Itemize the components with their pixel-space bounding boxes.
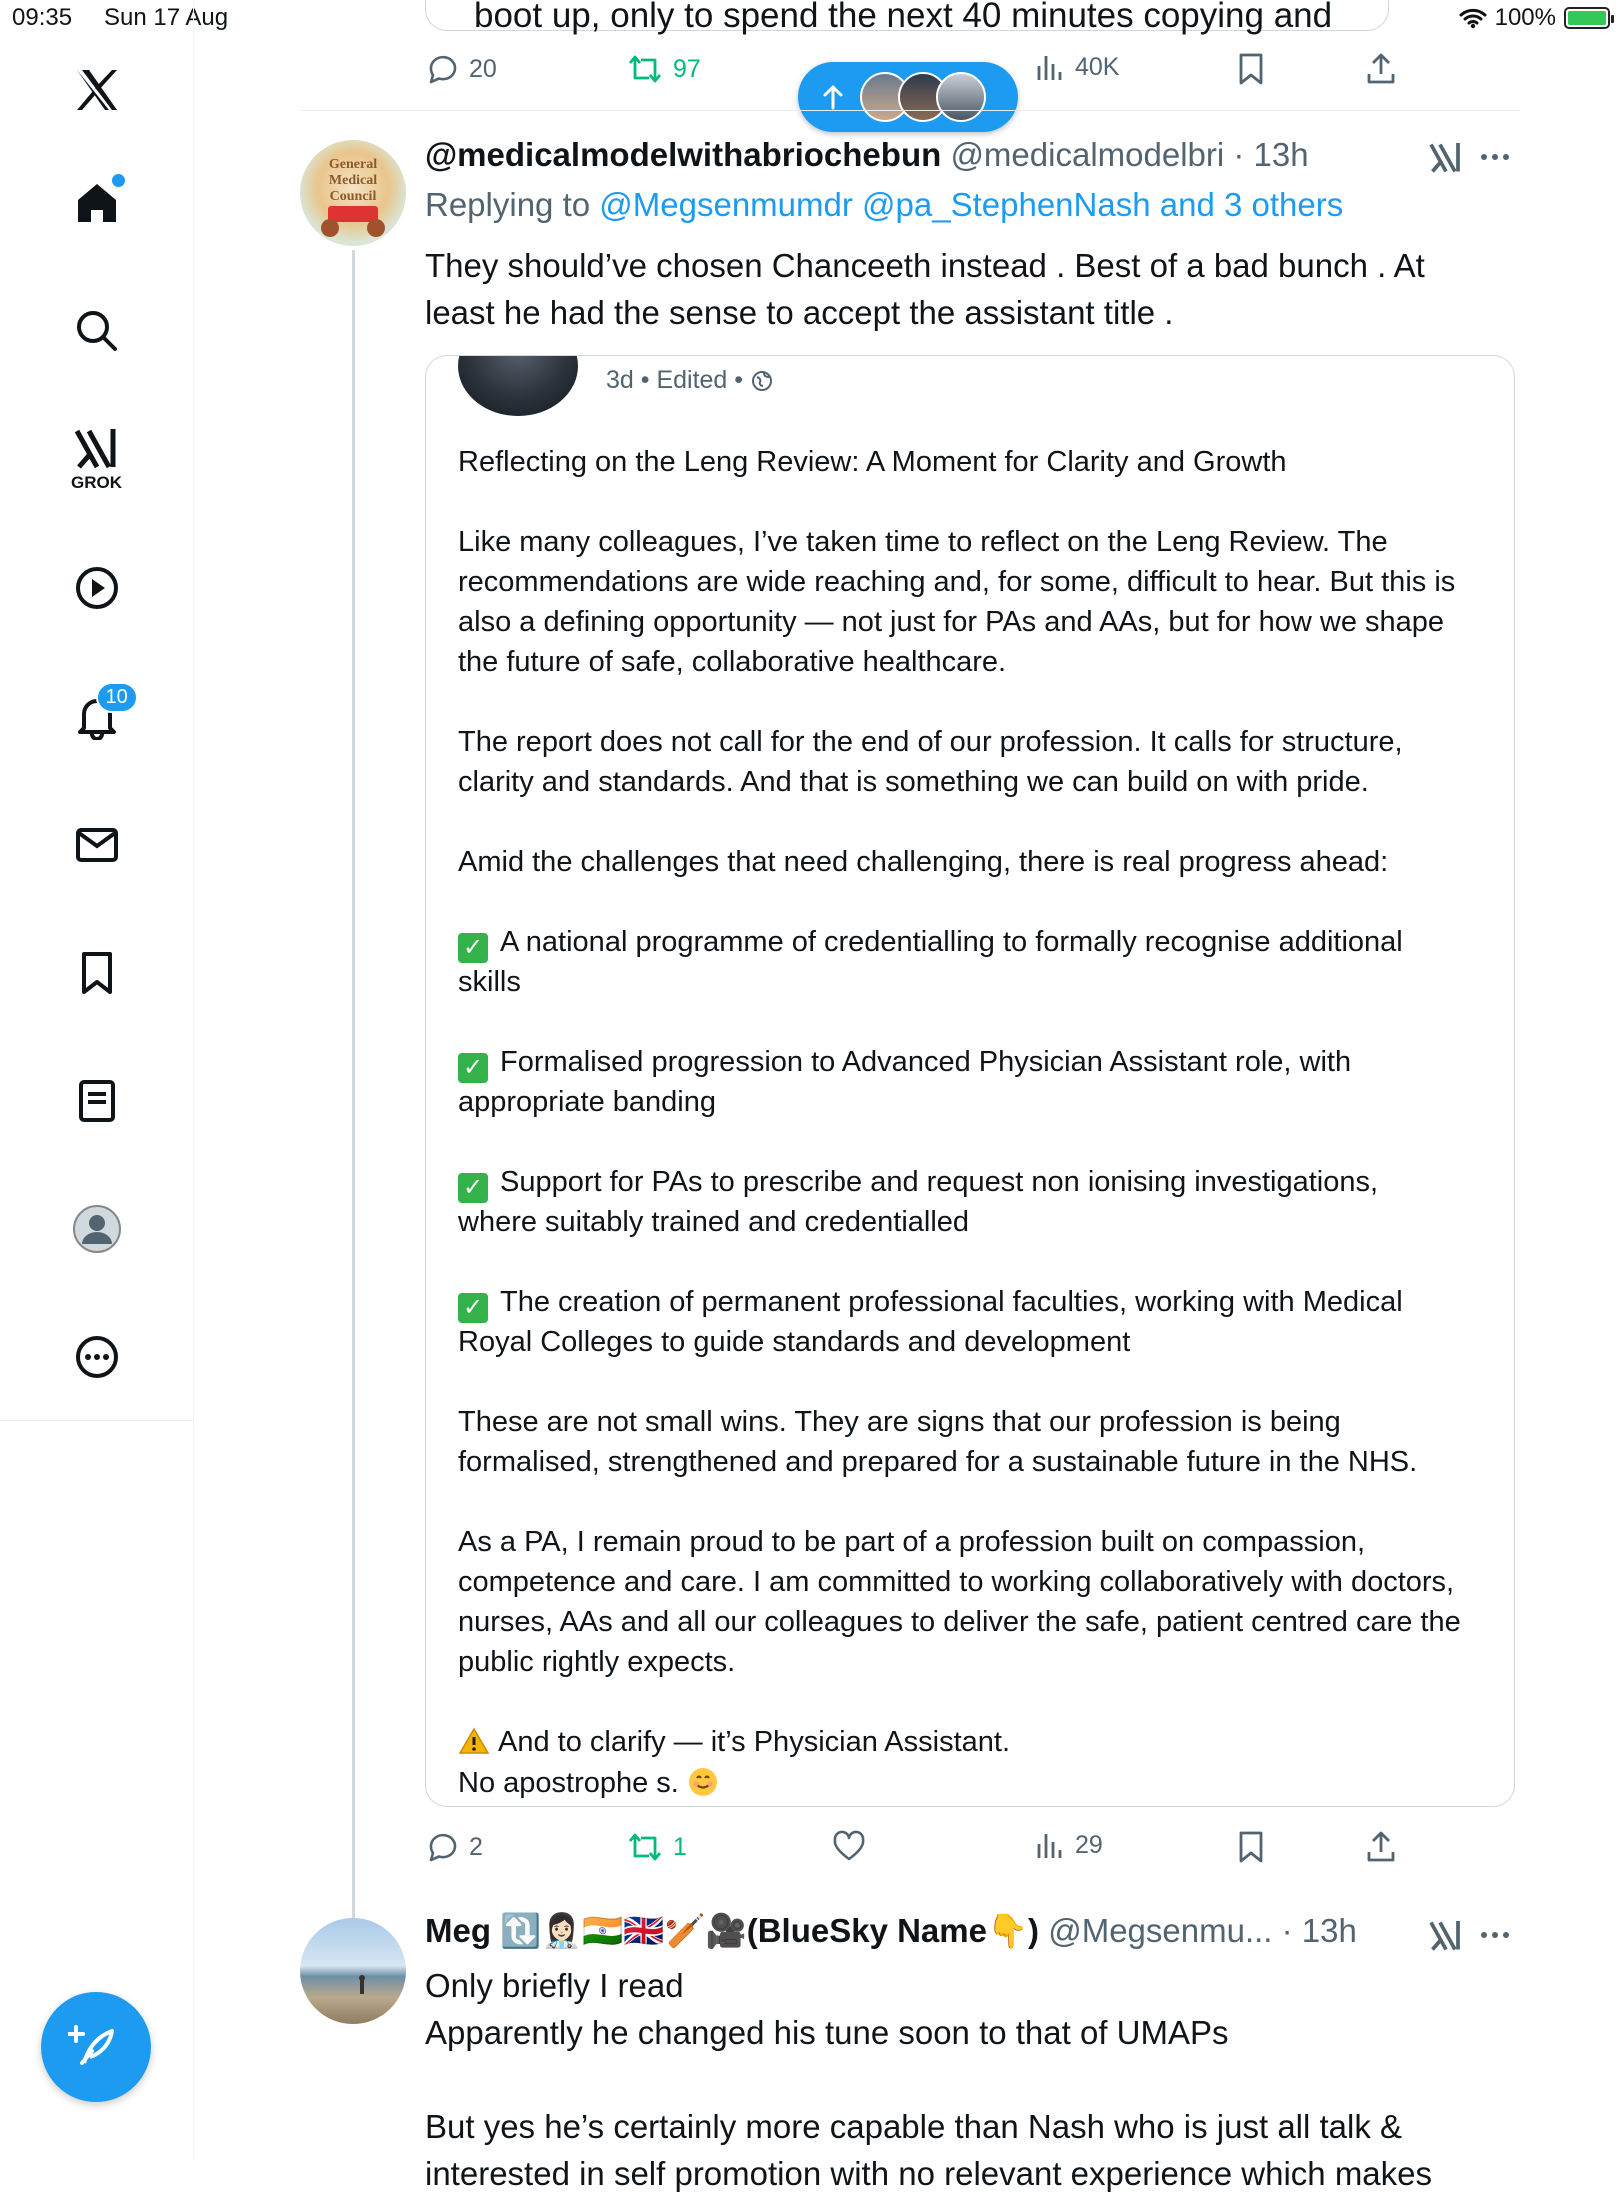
sidebar-divider (0, 1420, 193, 1421)
views-chart-icon (1035, 52, 1065, 82)
grok-icon (73, 427, 121, 471)
reply-icon (425, 1830, 459, 1864)
home-icon[interactable] (62, 168, 132, 238)
quote-para2-line: clarity and standards. And that is something we can build on with pride. (458, 766, 1369, 798)
tweet-text-line: They should’ve chosen Chanceeth instead . Best of a bad bunch . At (425, 247, 1425, 284)
reply-icon (425, 52, 459, 86)
quote-para2-line: The report does not call for the end of our profession. It calls for structure, (458, 726, 1403, 758)
quote-para1-line: the future of safe, collaborative healthcare. (458, 646, 1007, 678)
reply-count: 20 (469, 54, 497, 83)
status-time: 09:35 (12, 4, 73, 31)
grok-icon[interactable] (1428, 1918, 1464, 1954)
notifications-bell-icon[interactable] (62, 682, 132, 752)
quote-para5-line: As a PA, I remain proud to be part of a profession built on compassion, (458, 1526, 1366, 1558)
more-options-icon[interactable] (62, 1322, 132, 1392)
grok-nav-item[interactable] (62, 420, 132, 500)
pill-avatar (936, 72, 986, 122)
quote-para1-line: Like many colleagues, I’ve taken time to reflect on the Leng Review. The (458, 526, 1388, 558)
grok-icon[interactable] (1428, 140, 1464, 176)
display-name[interactable]: Meg 🔃👩🏻‍⚕️🇮🇳🇬🇧🏏🎥(BlueSky Name👇) (425, 1912, 1040, 1949)
more-options-icon[interactable] (1480, 1930, 1510, 1940)
bullet-text: Formalised progression to Advanced Physician Assistant role, with (500, 1046, 1352, 1078)
reply-button[interactable] (425, 1830, 483, 1864)
top-bookmark-button[interactable] (1236, 52, 1266, 86)
top-views-button[interactable] (1035, 52, 1119, 82)
svg-text:Medical: Medical (328, 173, 378, 188)
video-play-icon[interactable] (62, 553, 132, 623)
bookmark-button[interactable] (1236, 1830, 1266, 1864)
grok-label: GROK (71, 473, 122, 492)
compose-post-button[interactable] (41, 1992, 151, 2102)
share-icon (1365, 1830, 1397, 1864)
status-date: Sun 17 Aug (104, 4, 229, 31)
sidebar-nav (0, 0, 194, 2160)
bookmark-icon (1236, 52, 1266, 86)
checkmark-icon: ✓ (458, 933, 488, 963)
thread-connector-line (352, 250, 355, 1920)
tweet-text-line: least he had the sense to accept the assistant title . (425, 294, 1174, 331)
quote-para3: Amid the challenges that need challenging, there is real progress ahead: (458, 846, 1389, 878)
bookmark-icon[interactable] (62, 938, 132, 1008)
views-button[interactable] (1035, 1830, 1103, 1860)
repost-count: 97 (673, 54, 701, 83)
repost-icon (627, 52, 663, 86)
bullet-text: A national programme of credentialling to formally recognise additional (500, 926, 1403, 958)
quote-para4-line: These are not small wins. They are signs that our profession is being (458, 1406, 1341, 1438)
bookmark-icon (1236, 1830, 1266, 1864)
repost-count: 1 (673, 1832, 687, 1861)
unread-dot (112, 174, 125, 187)
quote-meta-text: 3d • Edited • (606, 366, 744, 394)
post-time[interactable]: 13h (1253, 136, 1309, 173)
quoted-author-avatar (458, 355, 578, 416)
quote-bullet (458, 926, 1403, 963)
tweet-divider (300, 110, 1520, 111)
warning-icon (458, 1727, 490, 1755)
quote-para1-line: recommendations are wide reaching and, for some, difficult to hear. But this is (458, 566, 1456, 598)
tweet-header: @medicalmodelwithabriochebun @medicalmodelbri · 13h (425, 136, 1309, 173)
globe-icon (751, 370, 773, 392)
user-handle[interactable]: @Megsenmu... (1048, 1912, 1273, 1949)
bullet-text-cont: Royal Colleges to guide standards and development (458, 1326, 1131, 1358)
quote-bullet (458, 1166, 1378, 1203)
checkmark-icon: ✓ (458, 1053, 488, 1083)
more-options-icon[interactable] (1480, 152, 1510, 162)
battery-percent: 100% (1494, 4, 1556, 31)
replying-prefix: Replying to (425, 186, 591, 223)
x-logo-icon[interactable] (62, 55, 132, 125)
lists-icon[interactable] (62, 1066, 132, 1136)
share-icon (1365, 52, 1397, 86)
quote-bullet (458, 1286, 1403, 1323)
replying-to-users[interactable]: @Megsenmumdr @pa_StephenNash and 3 others (599, 186, 1344, 223)
checkmark-icon: ✓ (458, 1293, 488, 1323)
views-count: 29 (1075, 1830, 1103, 1859)
views-count: 40K (1075, 52, 1120, 81)
bullet-text: The creation of permanent professional faculties, working with Medical (500, 1286, 1403, 1318)
heart-icon (832, 1830, 866, 1862)
tweet-text-line: interested in self promotion with no relevant experience which makes (425, 2155, 1433, 2192)
checkmark-icon: ✓ (458, 1173, 488, 1203)
meg-tweet-body (425, 1962, 1432, 2197)
repost-icon (627, 1830, 663, 1864)
profile-avatar-icon[interactable] (62, 1194, 132, 1264)
smiling-face-icon (687, 1766, 719, 1798)
top-repost-button[interactable] (627, 52, 701, 86)
quote-para5-line: competence and care. I am committed to working collaboratively with doctors, (458, 1566, 1455, 1598)
quote-title: Reflecting on the Leng Review: A Moment for Clarity and Growth (458, 446, 1287, 478)
user-avatar[interactable] (300, 1918, 406, 2024)
search-icon[interactable] (62, 296, 132, 366)
top-share-button[interactable] (1365, 52, 1397, 86)
wifi-icon (1459, 7, 1487, 29)
battery-icon (1564, 7, 1610, 29)
replying-to-line (425, 186, 1343, 224)
views-chart-icon (1035, 1830, 1065, 1860)
tweet-text-line: Only briefly I read (425, 1967, 684, 2004)
bullet-text-cont: appropriate banding (458, 1086, 716, 1118)
repost-button[interactable] (627, 1830, 687, 1864)
quote-bullet (458, 1046, 1351, 1083)
status-indicators (1459, 4, 1610, 32)
quote-closing2 (458, 1766, 719, 1800)
user-avatar[interactable] (300, 140, 406, 246)
quote-para5-line: nurses, AAs and all our colleagues to deliver the safe, patient centred care the (458, 1606, 1461, 1638)
new-posts-pill[interactable] (798, 62, 1018, 132)
tweet-body (425, 242, 1425, 336)
display-name[interactable]: @medicalmodelwithabriochebun (425, 136, 942, 173)
post-time[interactable]: 13h (1301, 1912, 1357, 1949)
quote-para5-line: public rightly expects. (458, 1646, 736, 1678)
svg-text:Council: Council (329, 189, 377, 204)
arrow-up-icon (822, 84, 844, 110)
svg-text:General: General (328, 157, 378, 172)
tweet-header: Meg 🔃👩🏻‍⚕️🇮🇳🇬🇧🏏🎥(BlueSky Name👇) @Megsenmu... · 13h (425, 1912, 1357, 1949)
tweet-text-line: Apparently he changed his tune soon to that of UMAPs (425, 2014, 1229, 2051)
bullet-text: Support for PAs to prescribe and request non ionising investigations, (500, 1166, 1379, 1198)
embedded-screenshot-card[interactable] (425, 355, 1515, 1807)
quote-closing (458, 1726, 1010, 1759)
like-button[interactable] (832, 1830, 866, 1862)
reply-count: 2 (469, 1832, 483, 1861)
bullet-text-cont: skills (458, 966, 521, 998)
share-button[interactable] (1365, 1830, 1397, 1864)
user-handle[interactable]: @medicalmodelbri (950, 136, 1225, 173)
tweet-text-line: But yes he’s certainly more capable than Nash who is just all talk & (425, 2108, 1403, 2145)
quote-meta (606, 366, 773, 395)
messages-envelope-icon[interactable] (62, 810, 132, 880)
top-reply-button[interactable] (425, 52, 497, 86)
quote-para1-line: also a defining opportunity — not just for PAs and AAs, but for how we shape (458, 606, 1445, 638)
closing-text: And to clarify — it’s Physician Assistant. (498, 1726, 1011, 1758)
feather-plus-icon (68, 2019, 124, 2075)
quote-para4-line: formalised, strengthened and prepared for a sustainable future in the NHS. (458, 1446, 1418, 1478)
closing-text: No apostrophe s. (458, 1767, 679, 1799)
bullet-text-cont: where suitably trained and credentialled (458, 1206, 970, 1238)
notifications-badge: 10 (96, 682, 138, 713)
top-tweet-text: boot up, only to spend the next 40 minutes copying and (474, 0, 1333, 35)
